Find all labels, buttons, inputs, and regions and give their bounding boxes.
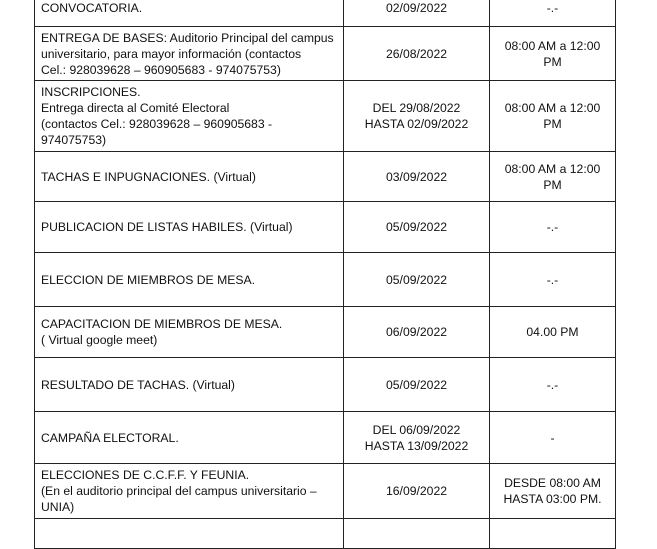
date-cell: [344, 358, 490, 412]
hours-cell: [490, 253, 616, 307]
activity-cell: [35, 307, 344, 358]
table-row: [35, 412, 616, 464]
hours-cell: [490, 27, 616, 81]
activity-cell-line: ( Virtual google meet): [41, 333, 158, 347]
date-cell: [344, 27, 490, 81]
date-cell: [344, 81, 490, 152]
activity-cell: [35, 253, 344, 307]
hours-cell: [490, 464, 616, 519]
hours-cell: [490, 152, 616, 202]
table-row: [35, 0, 616, 27]
hours-cell-line: 04.00 PM: [526, 325, 579, 339]
date-cell-line: DEL 29/08/2022: [372, 101, 461, 115]
date-cell-line: 05/09/2022: [386, 272, 447, 287]
hours-cell-line: PM: [543, 54, 562, 69]
activity-cell-line: (En el auditorio principal del campus universitario –: [41, 484, 317, 498]
hours-cell-line: -.-: [546, 220, 559, 234]
table-row: [35, 307, 616, 358]
election-schedule-table: [34, 0, 616, 549]
date-cell-line: DEL 06/09/2022: [372, 422, 461, 437]
date-cell-line: 16/09/2022: [386, 484, 447, 498]
activity-cell: [35, 0, 344, 27]
date-cell-line: 05/09/2022: [386, 220, 447, 234]
hours-cell-line: HASTA 03:00 PM.: [503, 492, 602, 506]
activity-cell-line: RESULTADO DE TACHAS. (Virtual): [41, 377, 235, 392]
table-row: [35, 152, 616, 202]
hours-cell-line: -: [550, 430, 555, 445]
hours-cell-line: PM: [543, 177, 562, 192]
activity-cell-line: ENTREGA DE BASES: Auditorio Principal del campus: [41, 30, 334, 45]
hours-cell: [490, 81, 616, 152]
activity-cell-line: ELECCION DE MIEMBROS DE MESA.: [41, 272, 255, 287]
hours-cell: [490, 307, 616, 358]
schedule-body: [35, 0, 616, 549]
activity-cell: [35, 358, 344, 412]
activity-cell-line: UNIA): [41, 500, 75, 514]
date-cell: [344, 202, 490, 253]
date-cell: [344, 0, 490, 27]
hours-cell-line: -.-: [546, 0, 559, 15]
date-cell: [344, 253, 490, 307]
hours-cell-line: PM: [543, 117, 562, 131]
activity-cell-line: Entrega directa al Comité Electoral: [41, 101, 230, 115]
activity-cell: [35, 81, 344, 152]
activity-cell: [35, 202, 344, 253]
table-row: [35, 358, 616, 412]
activity-cell-line: CONVOCATORIA.: [41, 0, 143, 15]
hours-cell: [490, 358, 616, 412]
hours-cell-line: DESDE 08:00 AM: [504, 476, 601, 490]
activity-cell: [35, 464, 344, 519]
activity-cell-line: CAPACITACION DE MIEMBROS DE MESA.: [41, 317, 283, 331]
activity-cell-line: universitario, para mayor información (contactos: [41, 46, 302, 61]
hours-cell-line: -.-: [546, 377, 559, 392]
date-cell-line: 02/09/2022: [386, 0, 447, 15]
date-cell-line: 05/09/2022: [386, 377, 447, 392]
hours-cell: [490, 202, 616, 253]
activity-cell-line: ELECCIONES DE C.C.F.F. Y FEUNIA.: [41, 468, 250, 482]
activity-cell-line: CAMPAÑA ELECTORAL.: [41, 430, 179, 445]
date-cell: [344, 412, 490, 464]
date-cell: [344, 152, 490, 202]
date-cell-line: HASTA 13/09/2022: [364, 438, 469, 453]
hours-cell: [490, 412, 616, 464]
date-cell-line: 06/09/2022: [386, 325, 447, 339]
activity-cell-line: 974075753): [41, 133, 107, 147]
table-row: [35, 519, 616, 549]
activity-cell-line: TACHAS E INPUGNACIONES. (Virtual): [41, 169, 256, 184]
table-row: [35, 253, 616, 307]
activity-cell: [35, 519, 344, 549]
activity-cell-line: INSCRIPCIONES.: [41, 85, 141, 99]
hours-cell-line: 08:00 AM a 12:00: [504, 101, 601, 115]
table-row: [35, 27, 616, 81]
hours-cell-line: 08:00 AM a 12:00: [504, 38, 601, 53]
date-cell-line: 26/08/2022: [386, 46, 447, 61]
table-row: [35, 464, 616, 519]
date-cell-line: HASTA 02/09/2022: [364, 117, 469, 131]
table-row: [35, 202, 616, 253]
activity-cell-line: PUBLICACION DE LISTAS HABILES. (Virtual): [41, 220, 293, 234]
activity-cell: [35, 412, 344, 464]
date-cell: [344, 307, 490, 358]
activity-cell: [35, 152, 344, 202]
hours-cell: [490, 0, 616, 27]
hours-cell-line: 08:00 AM a 12:00: [504, 161, 601, 176]
activity-cell-line: (contactos Cel.: 928039628 – 960905683 -: [41, 117, 273, 131]
table-row: [35, 81, 616, 152]
activity-cell: [35, 27, 344, 81]
hours-cell: [490, 519, 616, 549]
hours-cell-line: -.-: [546, 272, 559, 287]
date-cell-line: 03/09/2022: [386, 169, 447, 184]
activity-cell-line: Cel.: 928039628 – 960905683 - 974075753): [41, 62, 281, 77]
date-cell: [344, 464, 490, 519]
date-cell: [344, 519, 490, 549]
